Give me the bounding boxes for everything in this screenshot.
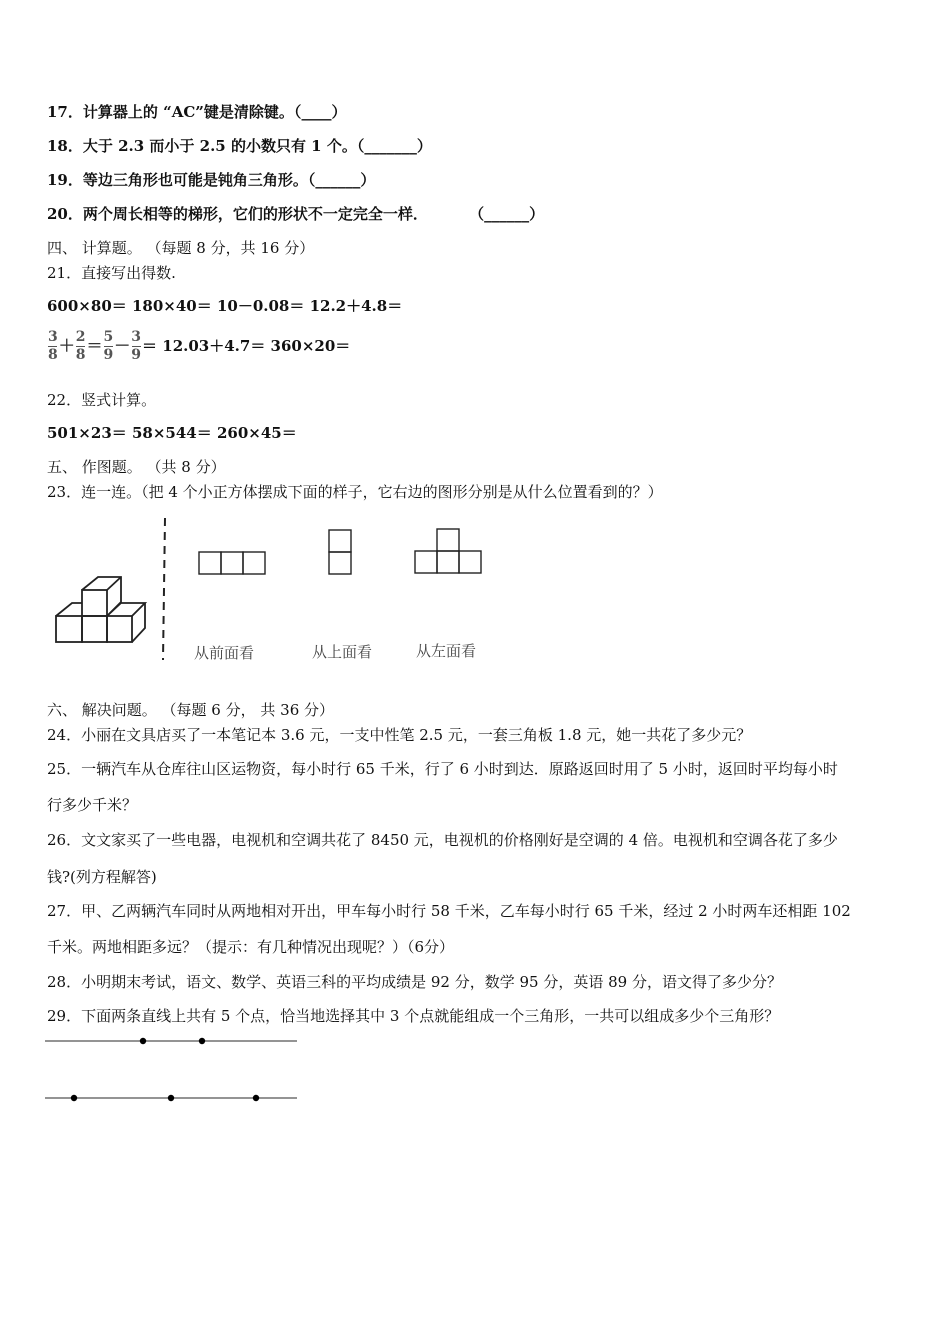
question-19-text: 19．等边三角形也可能是钝角三角形。（ — [47, 171, 316, 189]
fraction — [104, 330, 114, 363]
paren-open: （ — [469, 205, 485, 223]
question-21-title: 21．直接写出得数. — [47, 264, 176, 282]
equals-operator: ＝ — [86, 336, 103, 355]
fraction — [131, 330, 141, 363]
question-19 — [47, 170, 375, 190]
answer-blank[interactable]: ______ — [484, 205, 530, 223]
question-22-row: 501×23＝ 58×544＝ 260×45＝ — [47, 424, 297, 442]
view-label-top: 从上面看 — [312, 643, 373, 661]
question-18-text: 18．大于 2.3 而小于 2.5 的小数只有 1 个。（ — [47, 137, 365, 155]
top-view-shape-icon — [329, 530, 351, 574]
numerator: 5 — [103, 328, 114, 345]
point-icon — [199, 1038, 205, 1044]
section-6-heading: 六、 解决问题。 （每题 6 分， 共 36 分） — [47, 701, 335, 719]
left-view-shape-icon — [415, 529, 481, 573]
question-27-line-1: 27．甲、乙两辆汽车同时从两地相对开出，甲车每小时行 58 千米，乙车每小时行 65 千米，经过 2 小时两车还相距 102 — [47, 902, 851, 920]
fraction — [76, 330, 86, 363]
question-27-line-2: 千米。两地相距多远？（提示：有几种情况出现呢？）（6分） — [47, 938, 455, 956]
question-26-line-2: 钱?(列方程解答) — [47, 868, 157, 886]
denominator: 8 — [75, 346, 86, 363]
denominator: 9 — [103, 346, 114, 363]
question-20-text: 20．两个周长相等的梯形，它们的形状不一定完全一样． — [47, 205, 428, 223]
point-icon — [71, 1095, 77, 1101]
numerator: 2 — [75, 328, 86, 345]
view-label-front: 从前面看 — [194, 644, 255, 662]
fraction — [48, 330, 58, 363]
question-20 — [47, 204, 544, 224]
answer-blank[interactable]: ____ — [301, 103, 332, 121]
question-23-title: 23．连一连。（把 4 个小正方体摆成下面的样子，它右边的图形分别是从什么位置看到的？） — [47, 483, 663, 501]
paren-close: ） — [529, 205, 545, 223]
view-label-left: 从左面看 — [416, 642, 477, 660]
point-icon — [140, 1038, 146, 1044]
paren-close: ） — [360, 171, 376, 189]
section-5-heading: 五、 作图题。 （共 8 分） — [47, 458, 226, 476]
question-25-line-1: 25．一辆汽车从仓库往山区运物资，每小时行 65 千米，行了 6 小时到达．原路返回时用了 5 小时，返回时平均每小时 — [47, 760, 838, 778]
answer-blank[interactable]: _______ — [364, 137, 417, 155]
numerator: 3 — [48, 328, 58, 345]
plus-operator: ＋ — [58, 336, 75, 355]
question-24: 24．小丽在文具店买了一本笔记本 3.6 元，一支中性笔 2.5 元，一套三角板 1.8 元，她一共花了多少元？ — [47, 726, 752, 744]
question-21-row-2 — [47, 326, 350, 365]
question-17-text: 17．计算器上的 “AC”键是清除键。（ — [47, 103, 302, 121]
cube-stack-icon — [56, 577, 145, 642]
denominator: 9 — [131, 346, 142, 363]
point-icon — [168, 1095, 174, 1101]
question-26-line-1: 26．文文家买了一些电器，电视机和空调共花了 8450 元，电视机的价格刚好是空调的 4 倍。电视机和空调各花了多少 — [47, 831, 838, 849]
question-22-title: 22．竖式计算。 — [47, 391, 157, 409]
paren-close: ） — [331, 103, 347, 121]
points-on-lines-figure — [40, 1030, 310, 1110]
question-28: 28．小明期末考试，语文、数学、英语三科的平均成绩是 92 分，数学 95 分，英语 89 分，语文得了多少分？ — [47, 973, 782, 991]
answer-blank[interactable]: ______ — [315, 171, 361, 189]
question-21-row-2-rest: ＝ 12.03＋4.7＝ 360×20＝ — [142, 337, 351, 355]
denominator: 8 — [48, 346, 58, 363]
point-icon — [253, 1095, 259, 1101]
question-25-line-2: 行多少千米？ — [47, 796, 138, 814]
front-view-shape-icon — [199, 552, 265, 574]
question-21-row-1: 600×80＝ 180×40＝ 10－0.08＝ 12.2＋4.8＝ — [47, 297, 403, 315]
numerator: 3 — [131, 328, 142, 345]
paren-close: ） — [416, 137, 432, 155]
question-18 — [47, 136, 432, 156]
minus-operator: － — [114, 336, 131, 355]
section-4-heading: 四、 计算题。 （每题 8 分，共 16 分） — [47, 239, 315, 257]
question-17 — [47, 102, 346, 122]
question-29: 29．下面两条直线上共有 5 个点，恰当地选择其中 3 个点就能组成一个三角形，一共可以组成多少个三角形？ — [47, 1007, 780, 1025]
dashed-divider — [163, 518, 165, 660]
